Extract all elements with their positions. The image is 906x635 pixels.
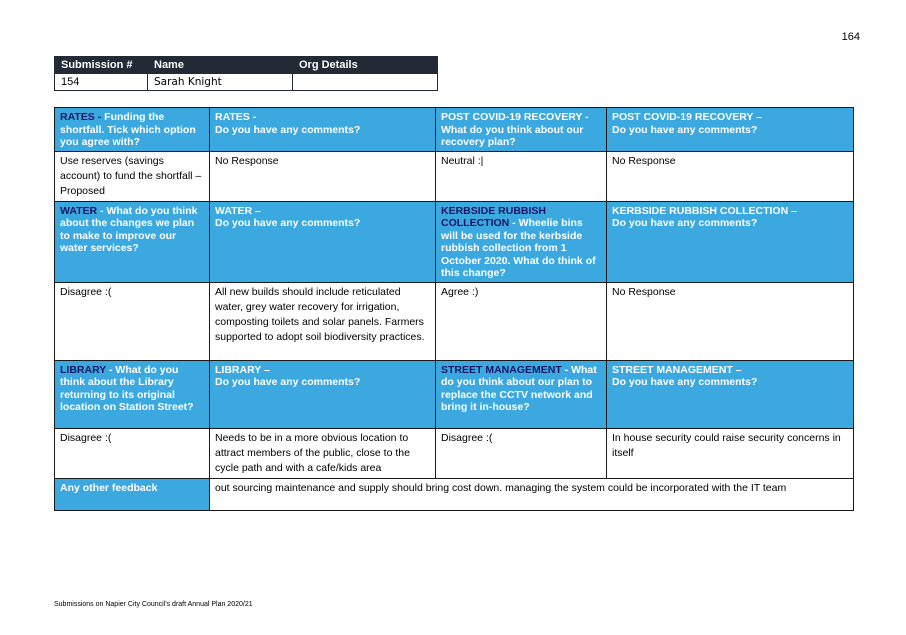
answer-library-comments: Needs to be in a more obvious location to attract members of the public, close to the cycle path and with a cafe/kids area <box>210 428 436 478</box>
question-title: STREET MANAGEMENT – <box>612 363 742 376</box>
other-feedback-row <box>55 478 854 510</box>
question-text: Do you have any comments? <box>612 376 758 388</box>
answer-library-location: Disagree :( <box>55 428 210 478</box>
question-title: LIBRARY <box>60 363 107 376</box>
submitter-header-row <box>55 57 438 74</box>
question-text: Funding the shortfall. Tick which option you agree with? <box>60 111 196 148</box>
question-title: RATES - <box>215 111 257 123</box>
question-text: What do you think about our recovery plan? <box>441 123 584 148</box>
name-header: Name <box>148 57 293 74</box>
answer-street-management: Disagree :( <box>436 428 607 478</box>
name-value: Sarah Knight <box>148 74 293 91</box>
question-text: Do you have any comments? <box>215 376 361 388</box>
question-text: - What do you think about the Library returning to its original location on Station Street? <box>60 363 194 413</box>
page-footer: Submissions on Napier City Council's draft Annual Plan 2020/21 <box>54 601 253 608</box>
org-details-value <box>293 74 438 91</box>
question-text: - What do you think about our plan to replace the CCTV network and bring it in-house? <box>441 363 597 413</box>
answer-row-library <box>55 428 854 478</box>
question-text: Do you have any comments? <box>612 123 758 136</box>
answer-covid-recovery: Neutral :| <box>436 151 607 201</box>
question-title: WATER – <box>215 204 261 217</box>
question-library-location <box>55 360 210 428</box>
question-water-comments <box>210 201 436 282</box>
question-street-management <box>436 360 607 428</box>
question-title: RATES - <box>60 111 102 123</box>
question-title: KERBSIDE RUBBISH COLLECTION – <box>612 204 797 217</box>
question-text: Do you have any comments? <box>612 217 758 229</box>
submission-table <box>54 107 854 511</box>
question-water-changes <box>55 201 210 282</box>
question-covid-comments <box>607 108 854 152</box>
question-title: WATER <box>60 204 98 217</box>
question-covid-recovery <box>436 108 607 152</box>
other-feedback-text: out sourcing maintenance and supply should bring cost down. managing the system could be incorporated with the IT team <box>210 478 854 510</box>
answer-rates-comments: No Response <box>210 151 436 201</box>
question-title: STREET MANAGEMENT <box>441 363 562 376</box>
answer-row-rates <box>55 151 854 201</box>
answer-kerbside-comments: No Response <box>607 282 854 360</box>
question-title: POST COVID-19 RECOVERY – <box>612 111 762 123</box>
question-rates-option <box>55 108 210 152</box>
submitter-value-row <box>55 74 438 91</box>
submission-number-value: 154 <box>55 74 148 91</box>
page-number: 164 <box>841 31 860 43</box>
question-title: KERBSIDE RUBBISH COLLECTION <box>441 204 547 229</box>
answer-kerbside-change: Agree :) <box>436 282 607 360</box>
question-title: POST COVID-19 RECOVERY - <box>441 111 589 123</box>
answer-rates-option: Use reserves (savings account) to fund the shortfall – Proposed <box>55 151 210 201</box>
submission-number-header: Submission # <box>55 57 148 74</box>
question-row-rates <box>55 108 854 152</box>
answer-water-changes: Disagree :( <box>55 282 210 360</box>
question-kerbside-change <box>436 201 607 282</box>
question-rates-comments <box>210 108 436 152</box>
question-text: Do you have any comments? <box>215 123 361 136</box>
question-library-comments <box>210 360 436 428</box>
answer-street-comments: In house security could raise security concerns in itself <box>607 428 854 478</box>
question-kerbside-comments <box>607 201 854 282</box>
question-text: - What do you think about the changes we plan to make to improve our water services? <box>60 204 198 254</box>
question-text: Do you have any comments? <box>215 217 361 229</box>
question-row-water <box>55 201 854 282</box>
answer-row-water <box>55 282 854 360</box>
question-row-library <box>55 360 854 428</box>
question-text: - Wheelie bins will be used for the kerbside rubbish collection from 1 October 2020. What do think of this change? <box>441 217 596 279</box>
question-street-comments <box>607 360 854 428</box>
org-details-header: Org Details <box>293 57 438 74</box>
other-feedback-label: Any other feedback <box>55 478 210 510</box>
answer-covid-comments: No Response <box>607 151 854 201</box>
answer-water-comments: All new builds should include reticulated water, grey water recovery for irrigation, composting toilets and solar panels. Farmers supported to adopt soil biodiversity practices. <box>210 282 436 360</box>
submitter-table <box>54 56 438 91</box>
question-title: LIBRARY – <box>215 363 270 376</box>
